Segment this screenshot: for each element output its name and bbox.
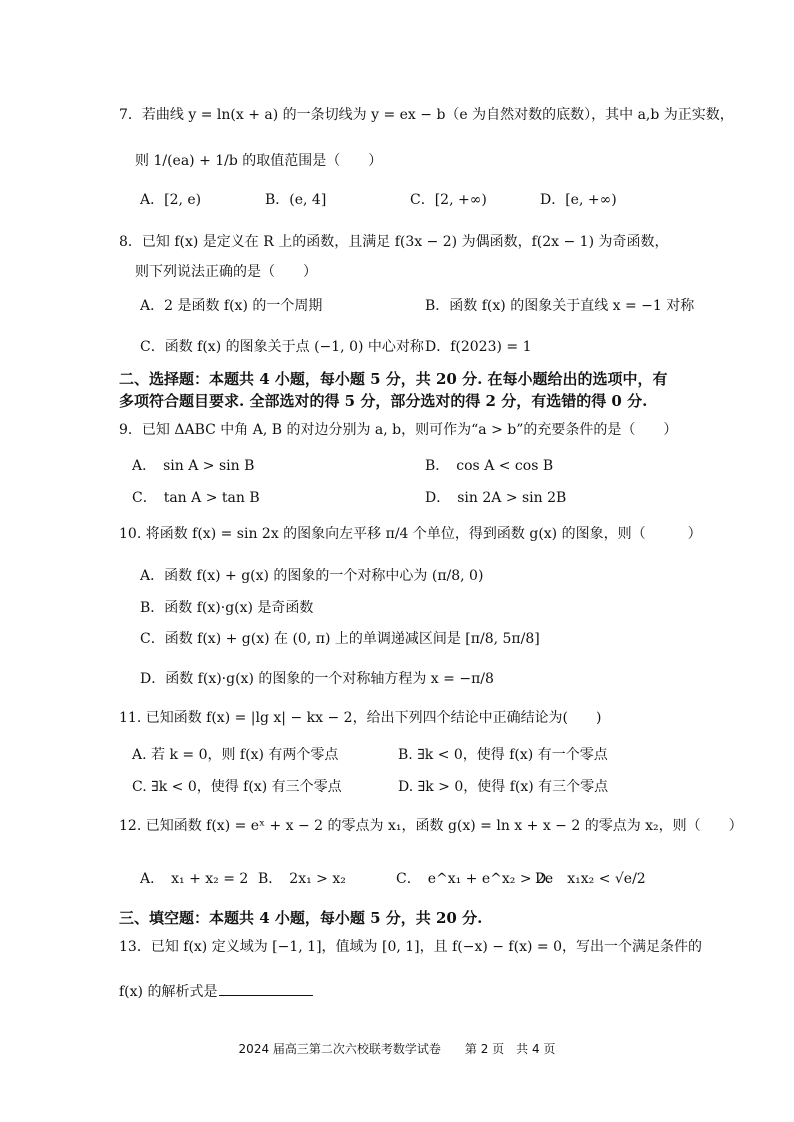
section2-heading-cont: 多项符合题目要求. 全部选对的得 5 分，部分选对的得 2 分，有选错的得 0 分.: [119, 392, 648, 410]
q10-stem: 10. 将函数 f(x) = sin 2x 的图象向左平移 π/4 个单位，得到函数 g(x) 的图象，则（ ）: [119, 526, 702, 542]
q9-stem: 9．已知 ΔABC 中角 A, B 的对边分别为 a, b，则可作为“a > b”的充要条件的是（ ）: [119, 422, 678, 438]
q7-option-d: D．[e, +∞): [540, 192, 617, 208]
q9-option-d: D． sin 2A > sin 2B: [425, 490, 567, 506]
q10-option-b: B．函数 f(x)·g(x) 是奇函数: [140, 600, 314, 616]
q11-option-a: A. 若 k = 0，则 f(x) 有两个零点: [132, 747, 339, 763]
q9-option-b: B． cos A < cos B: [425, 458, 554, 474]
q12-option-d: D． x₁x₂ < √e/2: [535, 871, 646, 887]
q7-option-c: C．[2, +∞): [410, 192, 487, 208]
q8-option-d: D．f(2023) = 1: [425, 339, 532, 355]
q11-option-b: B. ∃k < 0，使得 f(x) 有一个零点: [398, 747, 608, 763]
q9-option-a: A． sin A > sin B: [132, 458, 255, 474]
page-footer: 2024 届高三第二次六校联考数学试卷 第 2 页 共 4 页: [238, 1042, 556, 1056]
q12-option-a: A． x₁ + x₂ = 2: [140, 871, 249, 887]
q8-stem: 8．已知 f(x) 是定义在 R 上的函数，且满足 f(3x − 2) 为偶函数，f(2x − 1) 为奇函数，: [119, 234, 669, 250]
q13-answer-blank[interactable]: [219, 981, 313, 996]
q12-stem: 12. 已知函数 f(x) = eˣ + x − 2 的零点为 x₁，函数 g(x) = ln x + x − 2 的零点为 x₂，则（ ）: [119, 818, 743, 834]
q8-option-a: A．2 是函数 f(x) 的一个周期: [140, 298, 323, 314]
q13-stem-cont: [119, 981, 313, 1003]
q8-option-b: B．函数 f(x) 的图象关于直线 x = −1 对称: [425, 298, 695, 314]
q10-option-a: A．函数 f(x) + g(x) 的图象的一个对称中心为 (π/8, 0): [140, 568, 484, 584]
section3-heading: 三、填空题：本题共 4 小题，每小题 5 分，共 20 分.: [119, 909, 483, 927]
q12-option-b: B． 2x₁ > x₂: [258, 871, 346, 887]
q7-stem-cont: 则 1/(ea) + 1/b 的取值范围是（ ）: [135, 153, 383, 169]
q10-option-c: C．函数 f(x) + g(x) 在 (0, π) 上的单调递减区间是 [π/8, 5π/8]: [140, 631, 540, 647]
q7-option-b: B．(e, 4]: [265, 192, 327, 208]
q12-option-c: C． e^x₁ + e^x₂ > 2e: [396, 871, 554, 887]
q9-option-c: C． tan A > tan B: [132, 490, 260, 506]
q8-option-c: C．函数 f(x) 的图象关于点 (−1, 0) 中心对称: [140, 339, 424, 355]
q11-option-c: C. ∃k < 0，使得 f(x) 有三个零点: [132, 779, 342, 795]
q11-stem: 11. 已知函数 f(x) = |lg x| − kx − 2，给出下列四个结论中正确结论为( ): [119, 710, 602, 726]
q11-option-d: D. ∃k > 0，使得 f(x) 有三个零点: [398, 779, 609, 795]
q13-stem: 13．已知 f(x) 定义域为 [−1, 1]，值域为 [0, 1]，且 f(−x) − f(x) = 0，写出一个满足条件的: [119, 939, 702, 955]
q13-answer-prompt: f(x) 的解析式是: [119, 984, 218, 1000]
q7-option-a: A．[2, e): [140, 192, 202, 208]
q10-option-d: D．函数 f(x)·g(x) 的图象的一个对称轴方程为 x = −π/8: [140, 671, 494, 687]
section2-heading: 二、选择题：本题共 4 小题，每小题 5 分，共 20 分. 在每小题给出的选项中，有: [119, 370, 668, 388]
q8-stem-cont: 则下列说法正确的是（ ）: [135, 264, 317, 280]
q7-stem: 7．若曲线 y = ln(x + a) 的一条切线为 y = ex − b（e 为自然对数的底数），其中 a,b 为正实数，: [119, 107, 734, 123]
